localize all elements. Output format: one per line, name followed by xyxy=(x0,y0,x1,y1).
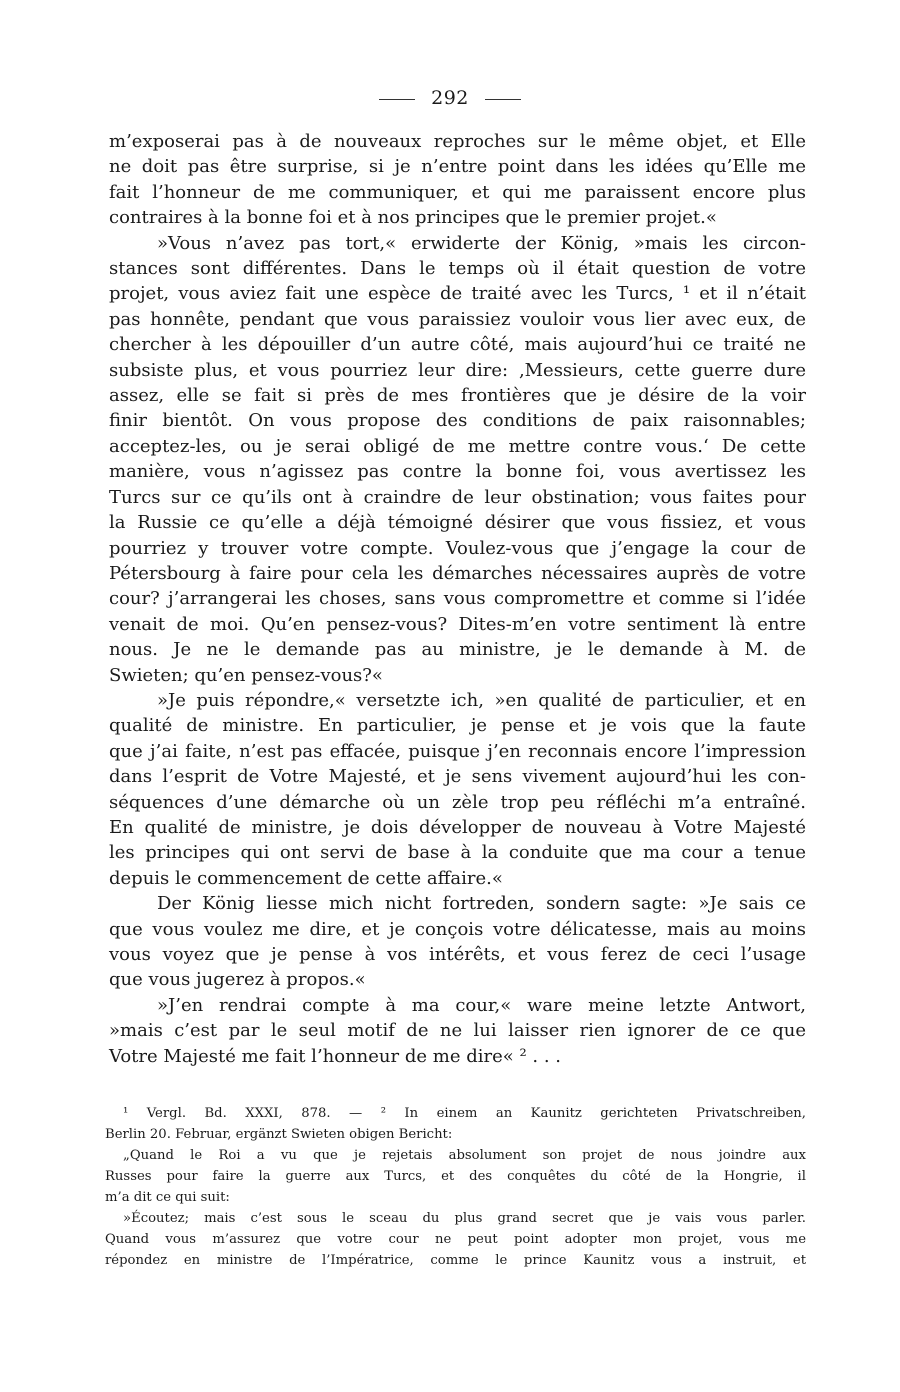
main-text xyxy=(109,129,806,1069)
text-line: fait l’honneur de me communiquer, et qui me paraissent encore plus xyxy=(109,181,806,203)
text-line: pourriez y trouver votre compte. Voulez-vous que j’engage la cour de xyxy=(109,537,806,559)
text-line: assez, elle se fait si près de mes frontières que je désire de la voir xyxy=(109,385,806,407)
footnote-line: Berlin 20. Februar, ergänzt Swieten obigen Bericht: xyxy=(105,1127,453,1142)
text-line: Turcs sur ce qu’ils ont à craindre de leur obstination; vous faites pour xyxy=(109,486,806,508)
text-line: Swieten; qu’en pensez-vous?« xyxy=(109,664,383,686)
footnotes xyxy=(105,1103,806,1271)
text-line: manière, vous n’agissez pas contre la bonne foi, vous avertissez les xyxy=(109,461,806,483)
footnote-line: ¹ Vergl. Bd. XXXI, 878. — ² In einem an Kaunitz gerichteten Privatschreiben, xyxy=(123,1106,806,1121)
text-line: pas honnête, pendant que vous paraissiez vouloir vous lier avec eux, de xyxy=(109,308,806,330)
text-line: séquences d’une démarche où un zèle trop peu réfléchi m’a entraîné. xyxy=(109,791,806,813)
text-line: ne doit pas être surprise, si je n’entre point dans les idées qu’Elle me xyxy=(109,156,806,178)
text-line: acceptez-les, ou je serai obligé de me mettre contre vous.‘ De cette xyxy=(109,435,806,457)
footnote-line: m’a dit ce qui suit: xyxy=(105,1190,230,1205)
text-line: que j’ai faite, n’est pas effacée, puisque j’en reconnais encore l’impression xyxy=(109,740,806,762)
text-line: les principes qui ont servi de base à la conduite que ma cour a tenue xyxy=(109,842,806,864)
text-line: subsiste plus, et vous pourriez leur dire: ‚Messieurs, cette guerre dure xyxy=(109,359,806,381)
text-line: contraires à la bonne foi et à nos principes que le premier projet.« xyxy=(109,207,717,229)
text-line: depuis le commencement de cette affaire.« xyxy=(109,867,503,889)
text-line: Votre Majesté me fait l’honneur de me dire« ² . . . xyxy=(109,1045,562,1067)
text-line: la Russie ce qu’elle a déjà témoigné désirer que vous fissiez, et vous xyxy=(109,512,806,534)
text-line: »Vous n’avez pas tort,« erwiderte der König, »mais les circon- xyxy=(157,232,806,254)
text-line: qualité de ministre. En particulier, je pense et je vois que la faute xyxy=(109,715,806,737)
text-line: »J’en rendrai compte à ma cour,« ware meine letzte Antwort, xyxy=(157,994,806,1016)
text-line: stances sont différentes. Dans le temps où il était question de votre xyxy=(109,258,806,280)
text-line: vous voyez que je pense à vos intérêts, et vous ferez de ceci l’usage xyxy=(109,944,806,965)
header-dash-left xyxy=(379,99,415,100)
footnote-line: répondez en ministre de l’Impératrice, comme le prince Kaunitz vous a instruit, et xyxy=(105,1253,806,1268)
footnote-line: Russes pour faire la guerre aux Turcs, et des conquêtes du côté de la Hongrie, il xyxy=(105,1169,806,1184)
text-line: »mais c’est par le seul motif de ne lui laisser rien ignorer de ce que xyxy=(109,1020,806,1042)
text-line: »Je puis répondre,« versetzte ich, »en qualité de particulier, et en xyxy=(157,689,806,711)
text-line: chercher à les dépouiller d’un autre côté, mais aujourd’hui ce traité ne xyxy=(109,334,806,356)
page-number: 292 xyxy=(431,87,469,109)
text-line: nous. Je ne le demande pas au ministre, je le demande à M. de xyxy=(109,639,806,661)
text-line: cour? j’arrangerai les choses, sans vous compromettre et comme si l’idée xyxy=(109,588,806,610)
text-line: projet, vous aviez fait une espèce de traité avec les Turcs, ¹ et il n’était xyxy=(109,283,806,305)
footnote-line: »Écoutez; mais c’est sous le sceau du plus grand secret que je vais vous parler. xyxy=(123,1211,806,1226)
text-line: que vous jugerez à propos.« xyxy=(109,969,366,991)
text-line: dans l’esprit de Votre Majesté, et je sens vivement aujourd’hui les con- xyxy=(109,766,806,788)
footnote-line: Quand vous m’assurez que votre cour ne peut point adopter mon projet, vous me xyxy=(105,1232,806,1247)
text-line: venait de moi. Qu’en pensez-vous? Dites-m’en votre sentiment là entre xyxy=(109,613,806,635)
footnote-line: „Quand le Roi a vu que je rejetais absolument son projet de nous joindre aux xyxy=(123,1148,806,1163)
text-line: que vous voulez me dire, et je conçois votre délicatesse, mais au moins xyxy=(109,918,806,940)
text-line: m’exposerai pas à de nouveaux reproches sur le même objet, et Elle xyxy=(109,131,806,152)
text-line: Pétersbourg à faire pour cela les démarches nécessaires auprès de votre xyxy=(109,562,806,584)
text-line: Der König liesse mich nicht fortreden, sondern sagte: »Je sais ce xyxy=(157,893,806,915)
text-line: finir bientôt. On vous propose des conditions de paix raisonnables; xyxy=(109,410,806,432)
page-header xyxy=(0,86,900,110)
text-line: En qualité de ministre, je dois développer de nouveau à Votre Majesté xyxy=(109,816,806,838)
header-dash-right xyxy=(485,99,521,100)
